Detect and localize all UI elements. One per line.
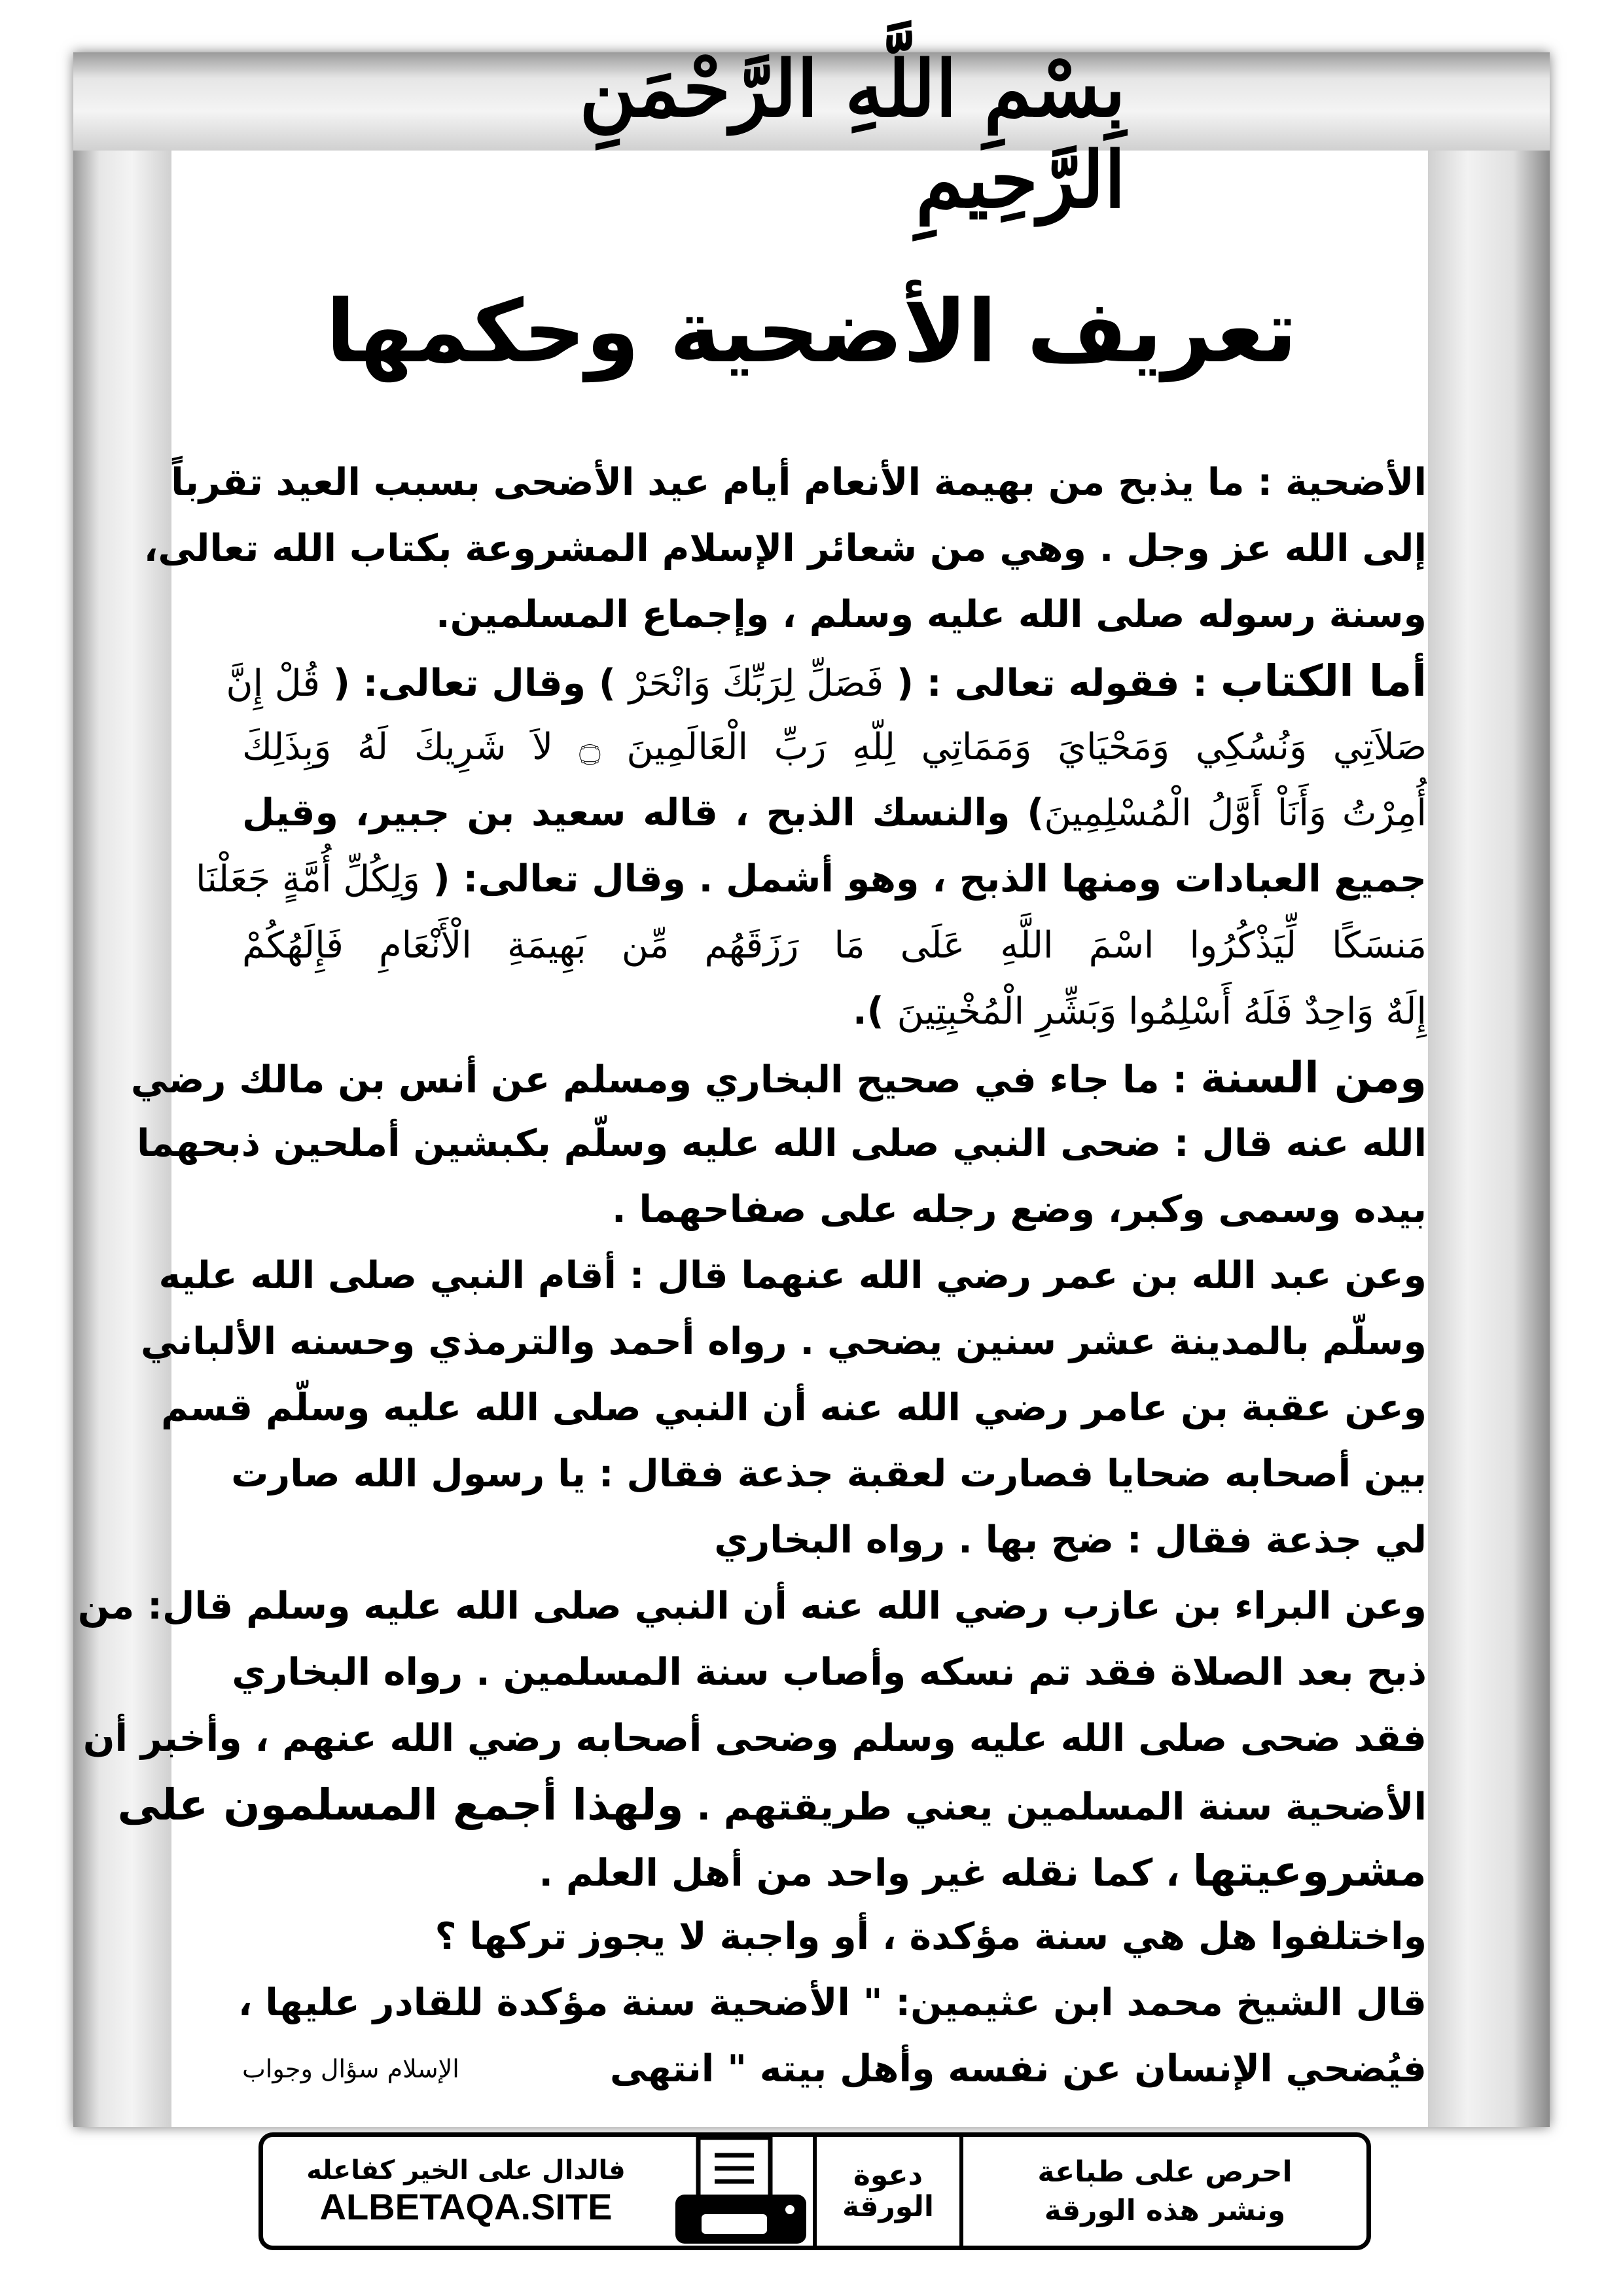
text-segment: وسلّم بالمدينة عشر سنين يضحي . رواه أحمد والترمذي وحسنه الألباني [141,1320,1427,1363]
text-line [161,1375,1427,1441]
page-title: تعريف الأضحية وحكمها [325,281,1298,382]
footer-box [259,2132,1371,2250]
section-heading: مشروعيتها [1192,1846,1427,1896]
section-heading: ومن السنة [1200,1052,1427,1103]
text-segment: بيده وسمى وكبر، وضع رجله على صفاحهما . [611,1188,1427,1231]
quran-verse: فَصَلِّ لِرَبِّكَ وَانْحَرْ [628,662,884,705]
text-segment: الأضحية : ما يذبح من بهيمة الأنعام أيام عيد الأضحى بسبب العيد تقرباً [171,461,1427,504]
text-line [77,1573,1427,1640]
text-line [143,516,1427,582]
article-body [77,450,1427,2102]
text-line [171,450,1427,516]
text-line [242,2036,1427,2102]
footer-site-block [263,2155,669,2228]
text-segment: الله عنه قال : ضحى النبي صلى الله عليه وسلّم بكبشين أملحين ذبحهما [136,1122,1427,1165]
text-line [196,846,1427,912]
quran-verse: صَلاَتِي وَنُسُكِي وَمَحْيَايَ وَمَمَاتِي لِلّهِ رَبِّ الْعَالَمِينَ ۝ لاَ شَرِيكَ لَهُ وَبِذَلِكَ [242,726,1427,768]
text-segment: : فقوله تعالى : ( [883,662,1221,705]
print-note [963,2153,1366,2231]
text-segment: إلى الله عز وجل . وهي من شعائر الإسلام المشروعة بكتاب الله تعالى، [143,527,1427,570]
text-line [242,978,1427,1045]
text-line [226,648,1427,714]
printer-icon [669,2132,813,2250]
text-segment: وعن عقبة بن عامر رضي الله عنه أن النبي صلى الله عليه وسلّم قسم [161,1386,1427,1429]
text-line [242,912,1427,978]
text-segment: الأضحية سنة المسلمين يعني طريقتهم . [683,1785,1427,1829]
text-line [242,1177,1427,1243]
source-credit: الإسلام سؤال وجواب [242,2054,459,2083]
text-segment: لي جذعة فقال : ضح بها . رواه البخاري [714,1518,1427,1562]
text-line [242,582,1427,648]
text-segment: فقد ضحى صلى الله عليه وسلم وضحى أصحابه رضي الله عنهم ، وأخبر أن [82,1717,1427,1760]
text-segment: فيُضحي الإنسان عن نفسه وأهل بيته " انتهى [609,2047,1427,2090]
quran-verse: قُلْ إِنَّ [226,662,320,705]
text-line [117,1772,1427,1838]
quran-verse: إِلَهٌ وَاحِدٌ فَلَهُ أَسْلِمُوا وَبَشِّرِ الْمُخْبِتِينَ [897,990,1427,1033]
text-segment: ). [853,990,897,1033]
text-line [136,1111,1427,1177]
text-segment: وعن البراء بن عازب رضي الله عنه أن النبي صلى الله عليه وسلم قال: من [77,1585,1427,1628]
text-segment: : ما جاء في صحيح البخاري ومسلم عن أنس بن مالك رضي [130,1058,1201,1102]
section-heading: ولهذا أجمع المسلمون على [117,1780,684,1830]
text-line [141,1309,1427,1375]
text-line [130,1045,1427,1111]
text-segment: بين أصحابه ضحايا فصارت لعقبة جذعة فقال : يا رسول الله صارت [231,1452,1427,1496]
text-line [158,1243,1427,1309]
text-line [242,1507,1427,1573]
print-note-line2: ونشر هذه الورقة [1044,2194,1286,2227]
text-line [242,714,1427,780]
quran-verse: أُمِرْتُ وَأَنَاْ أَوَّلُ الْمُسْلِمِينَ [1044,792,1427,834]
quran-verse: وَلِكُلِّ أُمَّةٍ جَعَلْنَا [196,858,420,901]
text-line [242,1904,1427,1970]
footer-site-link[interactable]: ALBETAQA.SITE [319,2185,613,2227]
text-line [242,780,1427,846]
text-line [238,1970,1427,2036]
text-line [242,1838,1427,1904]
print-note-line1: احرص على طباعة [1037,2155,1293,2189]
text-segment: ، كما نقله غير واحد من أهل العلم . [539,1852,1193,1895]
text-segment: قال الشيخ محمد ابن عثيمين: " الأضحية سنة مؤكدة للقادر عليها ، [238,1981,1427,2024]
text-segment: وسنة رسوله صلى الله عليه وسلم ، وإجماع المسلمين. [435,593,1427,636]
text-segment: ذبح بعد الصلاة فقد تم نسكه وأصاب سنة المسلمين . رواه البخاري [232,1651,1427,1694]
section-heading: أما الكتاب [1220,656,1427,706]
text-line [232,1640,1427,1706]
text-line [82,1706,1427,1772]
text-segment: ) وقال تعالى: ( [319,662,629,705]
text-segment: واختلفوا هل هي سنة مؤكدة ، أو واجبة لا يجوز تركها ؟ [435,1915,1427,1958]
footer-motto: فالدال على الخير كفاعله [306,2155,626,2185]
text-segment: وعن عبد الله بن عمر رضي الله عنهما قال : أقام النبي صلى الله عليه [158,1254,1427,1297]
bismillah-calligraphy: بِسْمِ اللَّهِ الرَّحْمَنِ الرَّحِيمِ [579,43,1126,225]
text-line [231,1441,1427,1507]
quran-verse: مَنسَكًا لِّيَذْكُرُوا اسْمَ اللَّهِ عَلَى مَا رَزَقَهُم مِّن بَهِيمَةِ الْأَنْعَامِ فَإِلَهُكُمْ [242,924,1427,967]
dawat-alwaraqa-logo: دعوة الورقة [813,2132,963,2250]
text-segment: ) والنسك الذبح ، قاله سعيد بن جبير، وقيل [242,791,1044,834]
text-segment: جميع العبادات ومنها الذبح ، وهو أشمل . وقال تعالى: ( [419,857,1427,901]
